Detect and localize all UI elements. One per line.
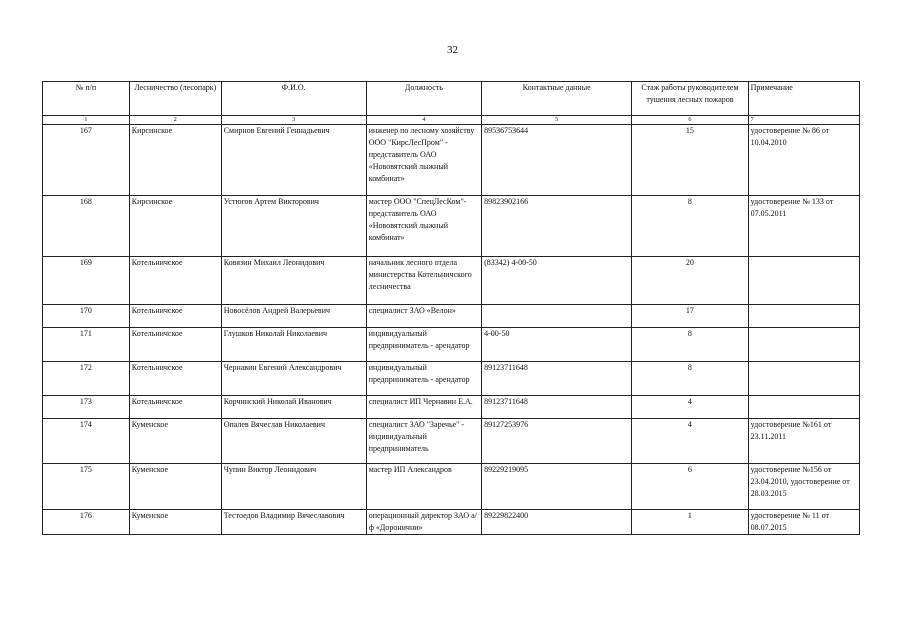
column-number: 5 [482, 116, 632, 125]
note-cell [748, 362, 859, 396]
row-number: 169 [43, 257, 130, 305]
table-row [43, 396, 860, 419]
forestry-cell: Котельничское [129, 328, 221, 362]
name-cell: Ковязин Михаил Леонидович [221, 257, 366, 305]
row-number: 167 [43, 125, 130, 196]
experience-cell: 8 [632, 328, 748, 362]
note-cell: удостоверение №161 от 23.11.2011 [748, 419, 859, 464]
name-cell: Новосёлов Андрей Валерьевич [221, 305, 366, 328]
contact-cell: 89123711648 [482, 362, 632, 396]
experience-cell: 1 [632, 510, 748, 535]
experience-cell: 8 [632, 196, 748, 257]
name-cell: Тестоедов Владимир Вячеславович [221, 510, 366, 535]
name-cell: Опалев Вячеслав Николаевич [221, 419, 366, 464]
experience-cell: 15 [632, 125, 748, 196]
table-row [43, 125, 860, 196]
row-number: 175 [43, 464, 130, 510]
row-number: 171 [43, 328, 130, 362]
contact-cell: 4-00-50 [482, 328, 632, 362]
name-cell: Чупин Виктор Леонидович [221, 464, 366, 510]
position-cell: мастер ИП Александров [366, 464, 481, 510]
experience-cell: 6 [632, 464, 748, 510]
row-number: 173 [43, 396, 130, 419]
position-cell: индивидуальный предприниматель - арендатор [366, 362, 481, 396]
table-header [43, 82, 860, 125]
header-cell: № п/п [43, 82, 130, 116]
forestry-cell: Куменское [129, 510, 221, 535]
contact-cell: 89127253976 [482, 419, 632, 464]
note-cell: удостоверение №156 от 23.04.2010, удостоверение от 28.03.2015 [748, 464, 859, 510]
forestry-cell: Куменское [129, 419, 221, 464]
table-row [43, 464, 860, 510]
experience-cell: 8 [632, 362, 748, 396]
experience-cell: 17 [632, 305, 748, 328]
note-cell [748, 396, 859, 419]
position-cell: мастер ООО "СпецЛесКом"- представитель ОАО «Нововятский лыжный комбинат» [366, 196, 481, 257]
table-row [43, 257, 860, 305]
table-row [43, 362, 860, 396]
position-cell: специалист ИП Чернавин Е.А. [366, 396, 481, 419]
forestry-cell: Котельничское [129, 396, 221, 419]
note-cell [748, 305, 859, 328]
table-row [43, 328, 860, 362]
column-number: 3 [221, 116, 366, 125]
header-cell: Лесничество (лесопарк) [129, 82, 221, 116]
position-cell: индивидуальный предприниматель - арендатор [366, 328, 481, 362]
header-cell: Должность [366, 82, 481, 116]
experience-cell: 20 [632, 257, 748, 305]
name-cell: Глушков Николай Николаевич [221, 328, 366, 362]
name-cell: Корчинский Николай Иванович [221, 396, 366, 419]
forestry-cell: Кирсинское [129, 125, 221, 196]
experience-cell: 4 [632, 396, 748, 419]
note-cell: удостоверение № 133 от 07.05.2011 [748, 196, 859, 257]
position-cell: операционный директор ЗАО а/ф «Доронични» [366, 510, 481, 535]
row-number: 170 [43, 305, 130, 328]
table-row [43, 305, 860, 328]
note-cell [748, 257, 859, 305]
column-number: 7 [748, 116, 859, 125]
forestry-cell: Котельничское [129, 362, 221, 396]
contact-cell: 89123711648 [482, 396, 632, 419]
forest-fire-leaders-table [42, 81, 860, 535]
position-cell: начальник лесного отдела министерства Котельничского лесничества [366, 257, 481, 305]
table-row [43, 419, 860, 464]
column-number: 6 [632, 116, 748, 125]
note-cell: удостоверение № 86 от 10.04.2010 [748, 125, 859, 196]
contact-cell: 89229822400 [482, 510, 632, 535]
row-number: 174 [43, 419, 130, 464]
experience-cell: 4 [632, 419, 748, 464]
header-cell: Ф.И.О. [221, 82, 366, 116]
table-row [43, 510, 860, 535]
row-number: 172 [43, 362, 130, 396]
table-row [43, 196, 860, 257]
note-cell: удостоверение № 11 от 08.07.2015 [748, 510, 859, 535]
page-number: 32 [447, 44, 458, 56]
contact-cell: 89536753644 [482, 125, 632, 196]
note-cell [748, 328, 859, 362]
contact-cell: 89823902166 [482, 196, 632, 257]
header-cell: Примечание [748, 82, 859, 116]
contact-cell [482, 305, 632, 328]
column-number: 4 [366, 116, 481, 125]
forestry-cell: Куменское [129, 464, 221, 510]
forestry-cell: Котельничское [129, 257, 221, 305]
row-number: 168 [43, 196, 130, 257]
position-cell: специалист ЗАО «Велон» [366, 305, 481, 328]
position-cell: инженер по лесному хозяйству ООО "КирсЛесПром" - представитель ОАО «Нововятский лыжный комбинат» [366, 125, 481, 196]
contact-cell: 89229219095 [482, 464, 632, 510]
position-cell: специалист ЗАО "Заречье" - индивидуальный предприниматель [366, 419, 481, 464]
contact-cell: (83342) 4-00-50 [482, 257, 632, 305]
name-cell: Смирнов Евгений Геннадьевич [221, 125, 366, 196]
column-number: 2 [129, 116, 221, 125]
forestry-cell: Кирсинское [129, 196, 221, 257]
header-cell: Контактные данные [482, 82, 632, 116]
name-cell: Устюгов Артем Викторович [221, 196, 366, 257]
table-body [43, 125, 860, 535]
row-number: 176 [43, 510, 130, 535]
name-cell: Чернавин Евгений Александрович [221, 362, 366, 396]
column-number: 1 [43, 116, 130, 125]
forestry-cell: Котельничское [129, 305, 221, 328]
header-cell: Стаж работы руководителем тушения лесных пожаров [632, 82, 748, 116]
